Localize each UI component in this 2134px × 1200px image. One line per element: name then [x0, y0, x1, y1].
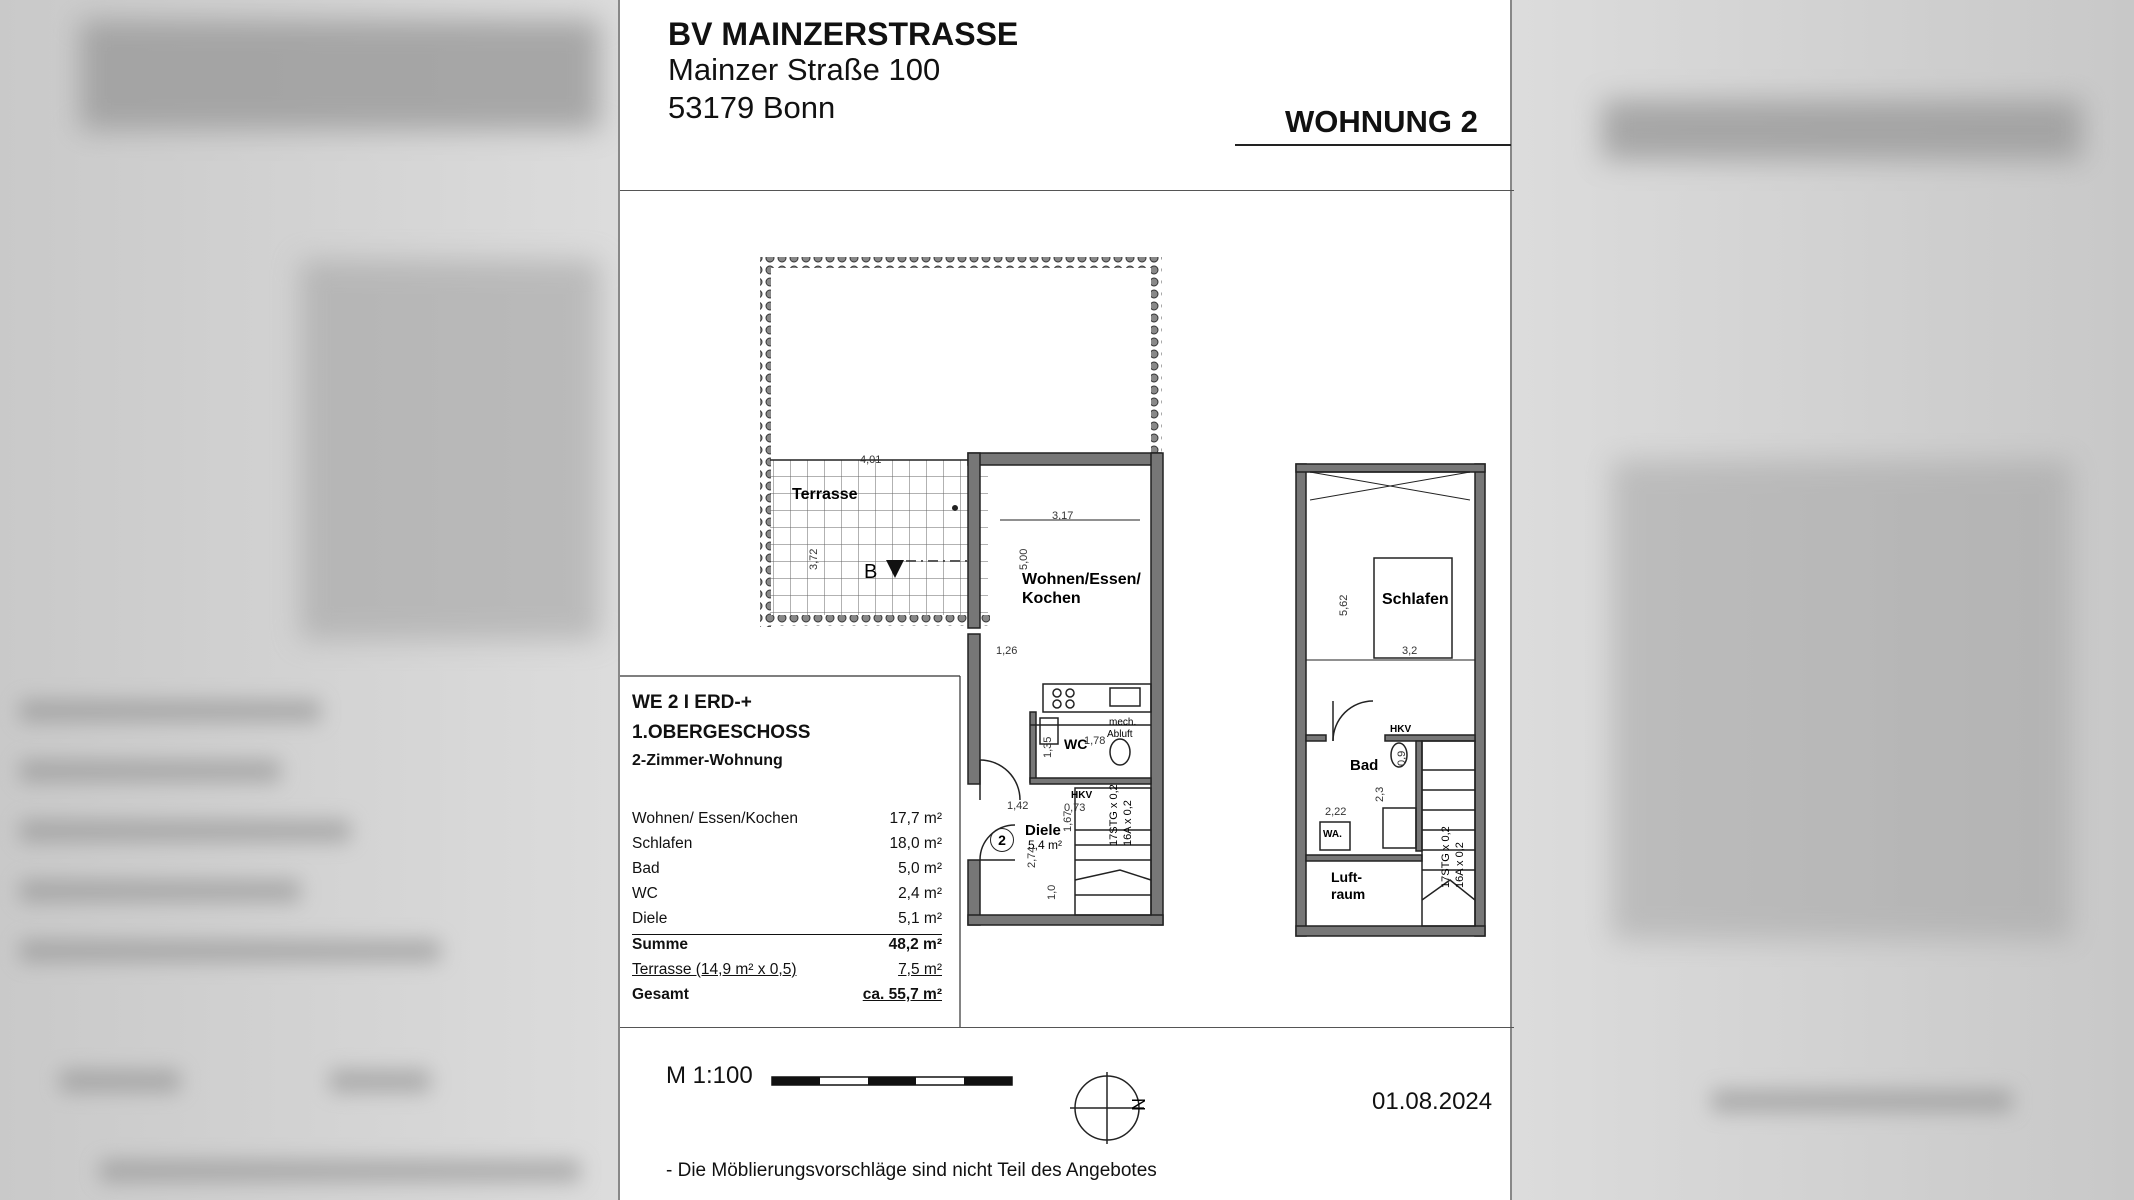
- dim-wc-depth: 1,35: [1042, 736, 1054, 758]
- blurred-header-block: [1602, 100, 2082, 160]
- bedroom-label: Schlafen: [1382, 591, 1449, 608]
- area-row: [632, 860, 942, 884]
- section-marker-label: B: [864, 561, 878, 583]
- area-row: [632, 835, 942, 859]
- area-row-label: Bad: [632, 860, 660, 877]
- dim-hall-depth: 1,42: [1007, 800, 1029, 812]
- project-title: BV MAINZERSTRASSE: [668, 16, 1019, 52]
- wc-label: WC: [1064, 736, 1088, 752]
- project-street: Mainzer Straße 100: [668, 52, 941, 87]
- hall-label: Diele: [1025, 822, 1061, 839]
- disclaimer-text: - Die Möblierungsvorschläge sind nicht Teil des Angebotes: [666, 1160, 1157, 1181]
- bath-label: Bad: [1350, 757, 1379, 774]
- area-row-label: Schlafen: [632, 835, 693, 852]
- floor-plan-sheet: [618, 0, 1512, 1200]
- area-row-value: 18,0 m²: [889, 835, 942, 852]
- blurred-background-left: [0, 0, 618, 1200]
- dim-living-depth: 5,00: [1018, 548, 1030, 570]
- dim-wc-width: 1,78: [1084, 735, 1106, 747]
- blurred-line: [1712, 1090, 2012, 1112]
- blurred-background-right: [1512, 0, 2134, 1200]
- dim-landing: 1,0: [1046, 884, 1058, 900]
- area-row-value: 48,2 m²: [888, 936, 942, 953]
- blurred-line: [20, 880, 300, 902]
- blurred-header-block: [80, 20, 600, 130]
- area-row-value: 2,4 m²: [898, 885, 942, 902]
- mech-label-2: Abluft: [1107, 729, 1133, 740]
- terrace-label: Terrasse: [792, 486, 858, 503]
- area-row: [632, 910, 942, 935]
- dim-bedroom-depth: 5,62: [1338, 594, 1350, 616]
- area-row-value: 17,7 m²: [889, 810, 942, 827]
- north-label: N: [1128, 1098, 1148, 1111]
- unit-circle-label: 2: [990, 828, 1014, 852]
- living-label: Wohnen/Essen/: [1022, 571, 1141, 588]
- area-row: [632, 885, 942, 909]
- area-row-label: Summe: [632, 936, 688, 953]
- dim-stair-depth: 1,67: [1062, 810, 1074, 832]
- living-label-2: Kochen: [1022, 590, 1081, 607]
- airspace-label: Luft-: [1331, 869, 1363, 885]
- area-row-value: 5,0 m²: [898, 860, 942, 877]
- dim-stair-width: 0,73: [1064, 802, 1086, 814]
- scale-bar: [772, 1077, 1012, 1085]
- blurred-line: [60, 1070, 180, 1092]
- area-row-label: Wohnen/ Essen/Kochen: [632, 810, 799, 827]
- blurred-line: [20, 820, 350, 842]
- dim-living-width: 3,17: [1052, 510, 1074, 522]
- area-row-value: ca. 55,7 m²: [862, 986, 942, 1003]
- area-terrace-row: [632, 961, 942, 985]
- stairs-label-upper-2: 16A x 0,2: [1454, 842, 1466, 888]
- blurred-line: [20, 700, 320, 722]
- area-row: [632, 810, 942, 834]
- dim-bedroom-width: 3,2: [1402, 645, 1418, 657]
- blurred-plan-block: [300, 260, 600, 640]
- dim-bath-depth: 2,3: [1374, 786, 1386, 802]
- terrace-tiles: [770, 460, 988, 615]
- dim-bath-width: 2,22: [1325, 806, 1347, 818]
- hall-area-label: 5,4 m²: [1028, 838, 1063, 852]
- terrace-drain: [952, 505, 958, 511]
- mech-label: mech.: [1109, 717, 1137, 728]
- area-row-label: Gesamt: [632, 986, 689, 1003]
- ground-floor-walls: [968, 453, 1163, 925]
- dim-hall-width: 1,26: [996, 645, 1018, 657]
- area-row-value: 7,5 m²: [898, 961, 942, 978]
- washbasin-label: WA.: [1323, 829, 1342, 840]
- unit-title: WOHNUNG 2: [1285, 104, 1478, 139]
- area-row-label: Diele: [632, 910, 668, 927]
- area-row-label: Terrasse (14,9 m² x 0,5): [632, 961, 797, 978]
- blurred-line: [20, 760, 280, 782]
- info-title-line2: 1.OBERGESCHOSS: [632, 722, 811, 743]
- dim-hall-length: 2,74: [1026, 846, 1038, 868]
- blurred-line: [20, 940, 440, 962]
- blurred-plan-block: [1612, 460, 2072, 940]
- area-total-row: [632, 986, 942, 1010]
- stairs-label-ground-2: 16A x 0,2: [1122, 800, 1134, 846]
- area-row-label: WC: [632, 885, 658, 902]
- info-subtitle: 2-Zimmer-Wohnung: [632, 752, 783, 769]
- area-sum-row: [632, 936, 942, 960]
- dim-terrace-width: 4,01: [860, 454, 882, 466]
- area-row-value: 5,1 m²: [898, 910, 942, 927]
- dim-shower: 0,9: [1396, 750, 1408, 766]
- hkv-label-ground: HKV: [1071, 790, 1093, 801]
- plan-date: 01.08.2024: [1372, 1088, 1493, 1115]
- stairs-label-ground: 17STG x 0,2: [1108, 784, 1120, 846]
- dim-terrace-depth: 3,72: [808, 548, 820, 570]
- info-title-line1: WE 2 I ERD-+: [632, 692, 752, 713]
- stairs-label-upper: 17STG x 0,2: [1440, 826, 1452, 888]
- hkv-label-upper: HKV: [1390, 724, 1412, 735]
- scale-label: M 1:100: [666, 1062, 753, 1089]
- airspace-label-2: raum: [1331, 886, 1366, 902]
- blurred-line: [330, 1070, 430, 1092]
- blurred-line: [100, 1160, 580, 1182]
- project-city: 53179 Bonn: [668, 90, 836, 125]
